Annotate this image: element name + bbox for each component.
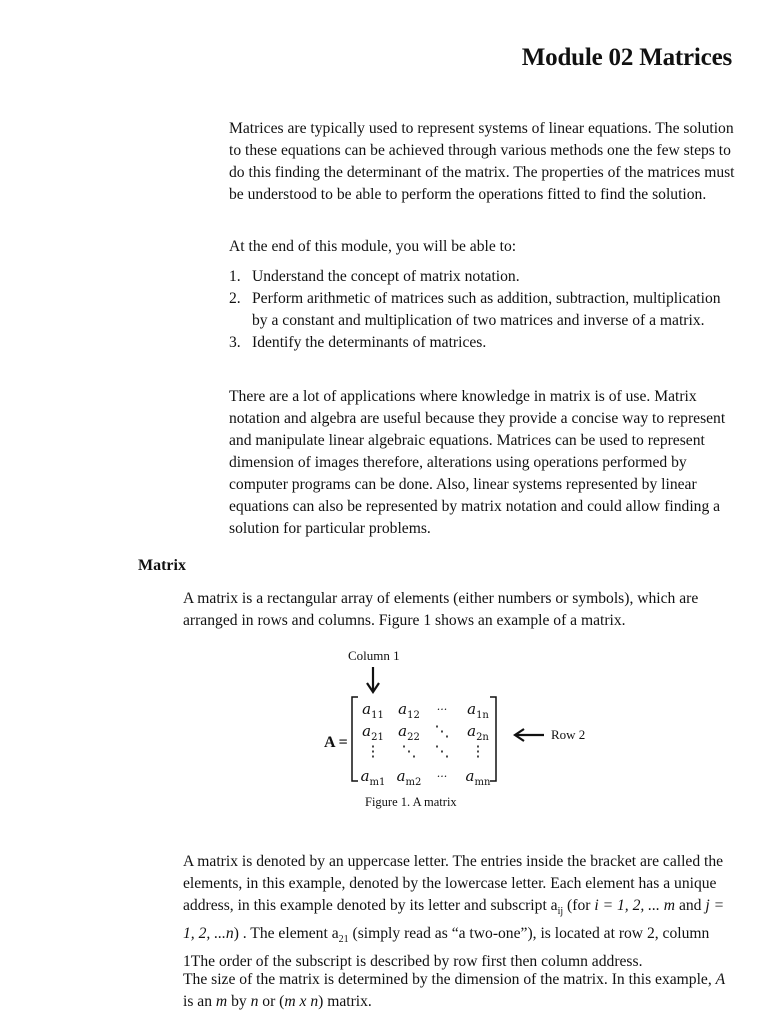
matrix-cell: ⋱: [434, 722, 450, 740]
notation-paragraph: [183, 851, 733, 973]
arrow-left-icon: [512, 728, 544, 742]
matrix-figure: [280, 645, 620, 820]
matrix-cell: ⋮: [470, 742, 486, 760]
matrix-cell: ...: [436, 700, 448, 713]
matrix-cell: $a_{1n}$: [467, 700, 489, 721]
matrix-cell: $a_{11}$: [362, 700, 384, 721]
matrix-cell: $a_{m1}$: [360, 767, 386, 788]
objectives-list: [229, 266, 735, 354]
page-title: Module 02 Matrices: [521, 44, 732, 71]
figure-caption: Figure 1. A matrix: [365, 795, 457, 809]
list-item: [229, 266, 735, 288]
definition-text: A matrix is a rectangular array of elements (either numbers or symbols), which are arranged in rows and columns. Figure 1 shows an example of a matrix.: [183, 590, 699, 629]
matrix-definition: [183, 588, 731, 632]
matrix-cell: $a_{22}$: [398, 722, 420, 743]
matrix-cell: ⋮: [365, 742, 381, 760]
intro-text: Matrices are typically used to represent systems of linear equations. The solution to these equations can be achieved through various methods one the few steps to do this finding the determinant of the matrix. The properties of the matrices must be understood to be able to perform the operations fitted to find the solution.: [229, 120, 735, 203]
matrix-cell: $a_{21}$: [362, 722, 384, 743]
arrow-down-icon: [366, 667, 380, 695]
list-text: Perform arithmetic of matrices such as addition, subtraction, multiplication by a constant and multiplication of two matrices and inverse of a matrix.: [252, 290, 721, 329]
applications-paragraph: [229, 386, 735, 540]
applications-text: There are a lot of applications where knowledge in matrix is of use. Matrix notation and algebra are useful because they provide a concise way to represent and manipulate linear algebraic equations. Matrices can be used to represent dimension of images therefore, alterations using operations performed by computer programs can be done. Also, linear systems represented by linear equations can also be represented by matrix notation and could allow finding a solution for particular problems.: [229, 388, 726, 537]
list-item: [229, 332, 735, 354]
list-item: [229, 288, 735, 332]
matrix-cell: $a_{m2}$: [396, 767, 422, 788]
matrix-cell: ⋱: [401, 742, 417, 760]
objectives-lead: At the end of this module, you will be able to:: [229, 238, 517, 255]
section-heading-matrix: Matrix: [138, 557, 186, 574]
size-text: The size of the matrix is determined by the dimension of the matrix. In this example, A is an m by n or (m x n) matrix.: [183, 971, 726, 1010]
list-text: Identify the determinants of matrices.: [252, 334, 487, 351]
matrix-cell: $a_{12}$: [398, 700, 420, 721]
row-label: Row 2: [551, 727, 586, 742]
matrix-cell: ...: [436, 767, 448, 780]
size-paragraph: [183, 969, 733, 1013]
list-number: 1.: [229, 268, 241, 285]
list-number: 2.: [229, 290, 241, 307]
list-number: 3.: [229, 334, 241, 351]
matrix-cell: ⋱: [434, 742, 450, 760]
matrix-cell: $a_{2n}$: [467, 722, 489, 743]
column-label: Column 1: [348, 648, 400, 663]
list-text: Understand the concept of matrix notation.: [252, 268, 520, 285]
matrix-lhs: A =: [324, 734, 348, 751]
intro-paragraph: [229, 118, 735, 206]
matrix-cell: $a_{mn}$: [465, 767, 491, 788]
notation-text: A matrix is denoted by an uppercase letter. The entries inside the bracket are called the elements, in this example, denoted by the lowercase letter. Each element has a unique address, in this example denoted by its letter and subscript $a_{ij}$ (for i = 1, 2, ... m and j = 1, 2, ...n) . The element $a_{21}$ (simply read as “a two-one”), is located at row 2, column 1The order of the subscript is described by row first then column address.: [183, 853, 725, 971]
